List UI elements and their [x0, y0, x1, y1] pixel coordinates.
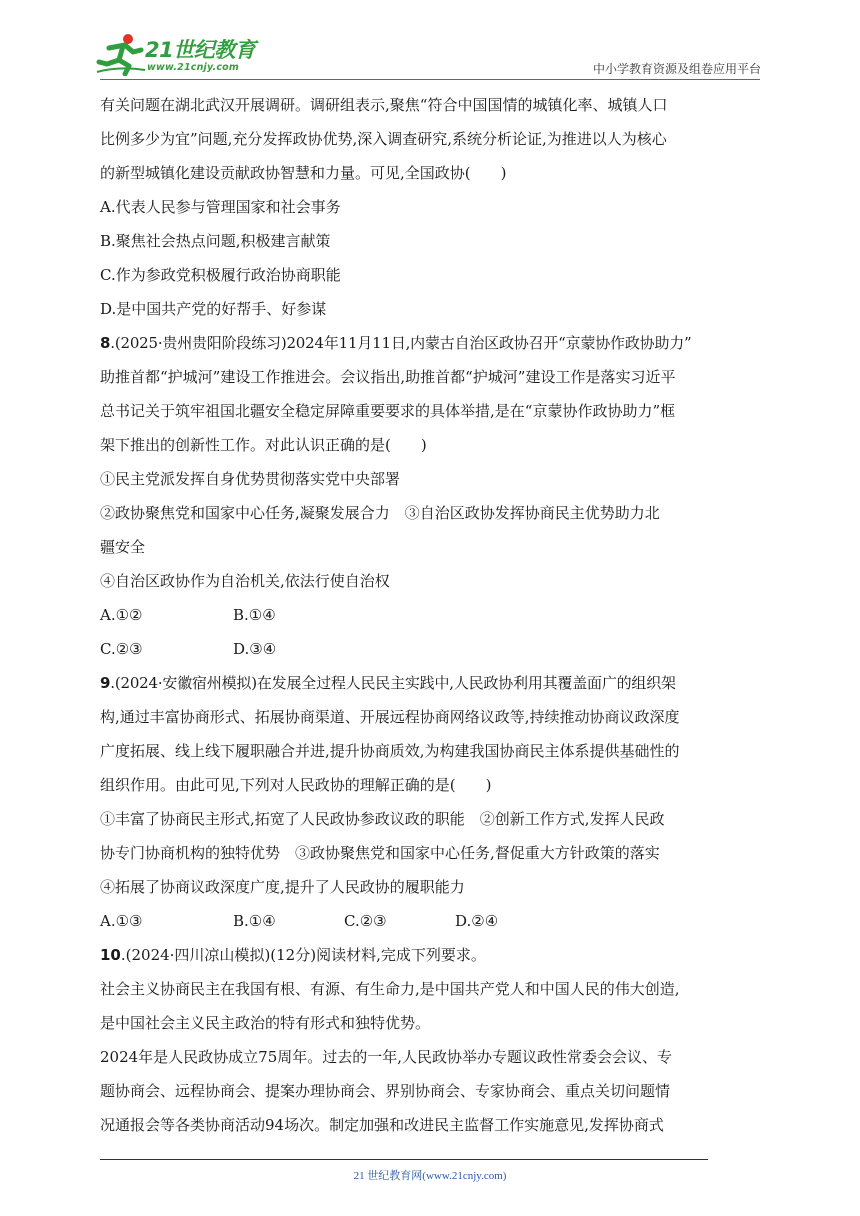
q9-options-row	[100, 904, 766, 938]
q9-line: 广度拓展、线上线下履职融合并进,提升协商质效,为构建我国协商民主体系提供基础性的	[100, 742, 680, 760]
site-logo	[95, 32, 265, 76]
q7-option-a: A.代表人民参与管理国家和社会事务	[100, 198, 341, 216]
q8-stem-start: .(2025·贵州贵阳阶段练习)2024年11月11日,内蒙古自治区政协召开“京蒙协作政协助力”	[110, 334, 692, 352]
q10-material-line: 2024年是人民政协成立75周年。过去的一年,人民政协举办专题议政性常委会会议、专	[100, 1048, 673, 1066]
q8-line: 助推首都“护城河”建设工作推进会。会议指出,助推首都“护城河”建设工作是落实习近平	[100, 368, 676, 386]
q10-material-line: 社会主义协商民主在我国有根、有源、有生命力,是中国共产党人和中国人民的伟大创造,	[100, 980, 680, 998]
q7-option-b: B.聚焦社会热点问题,积极建言献策	[100, 232, 331, 250]
q7-option-d: D.是中国共产党的好帮手、好参谋	[100, 300, 327, 318]
document-body	[100, 88, 766, 1142]
q9-first-line	[100, 666, 766, 700]
q10-number: 10	[100, 946, 121, 964]
q10-stem-start: .(2024·四川凉山模拟)(12分)阅读材料,完成下列要求。	[120, 946, 486, 964]
q9-statement-2-3: 协专门协商机构的独特优势 ③政协聚焦党和国家中心任务,督促重大方针政策的落实	[100, 844, 660, 862]
q8-options-row	[100, 632, 766, 666]
header-divider	[100, 79, 760, 80]
q7-option-c: C.作为参政党积极履行政治协商职能	[100, 266, 341, 284]
q8-statement-4: ④自治区政协作为自治机关,依法行使自治权	[100, 572, 390, 590]
q10-material-line: 况通报会等各类协商活动94场次。制定加强和改进民主监督工作实施意见,发挥协商式	[100, 1116, 664, 1134]
q8-number: 8	[100, 334, 111, 352]
q8-line: 架下推出的创新性工作。对此认识正确的是( )	[100, 436, 427, 454]
q9-statement-1-2: ①丰富了协商民主形式,拓宽了人民政协参政议政的职能 ②创新工作方式,发挥人民政	[100, 810, 665, 828]
page-header	[95, 30, 761, 80]
q9-line: 构,通过丰富协商形式、拓展协商渠道、开展远程协商网络议政等,持续推动协商议政深度	[100, 708, 680, 726]
q9-option-b: B.①④	[233, 912, 276, 930]
q9-option-d: D.②④	[455, 912, 499, 930]
q10-material-line: 题协商会、远程协商会、提案办理协商会、界别协商会、专家协商会、重点关切问题情	[100, 1082, 671, 1100]
q9-option-a: A.①③	[100, 912, 143, 930]
logo-text: 21世纪教育	[145, 38, 256, 62]
q10-first-line	[100, 938, 766, 972]
q7-line: 的新型城镇化建设贡献政协智慧和力量。可见,全国政协( )	[100, 164, 507, 182]
q9-number: 9	[100, 674, 111, 692]
q8-option-d: D.③④	[233, 640, 277, 658]
q8-option-a: A.①②	[100, 606, 143, 624]
runner-logo-icon	[95, 32, 147, 76]
q7-line: 有关问题在湖北武汉开展调研。调研组表示,聚焦“符合中国国情的城镇化率、城镇人口	[100, 96, 668, 114]
footer-divider	[100, 1159, 708, 1160]
q9-option-c: C.②③	[344, 912, 387, 930]
header-platform-text: 中小学教育资源及组卷应用平台	[592, 62, 761, 76]
q8-statement-1: ①民主党派发挥自身优势贯彻落实党中央部署	[100, 470, 401, 488]
q7-line: 比例多少为宜”问题,充分发挥政协优势,深入调查研究,系统分析论证,为推进以人为核心	[100, 130, 667, 148]
q8-statement-2-3: ②政协聚焦党和国家中心任务,凝聚发展合力 ③自治区政协发挥协商民主优势助力北	[100, 504, 660, 522]
q9-line: 组织作用。由此可见,下列对人民政协的理解正确的是( )	[100, 776, 492, 794]
q9-stem-start: .(2024·安徽宿州模拟)在发展全过程人民民主实践中,人民政协利用其覆盖面广的组织架	[110, 674, 676, 692]
q8-first-line	[100, 326, 766, 360]
q8-option-c: C.②③	[100, 640, 143, 658]
logo-url: www.21cnjy.com	[147, 62, 239, 73]
q8-options-row	[100, 598, 766, 632]
q8-option-b: B.①④	[233, 606, 276, 624]
q8-line: 总书记关于筑牢祖国北疆安全稳定屏障重要要求的具体举措,是在“京蒙协作政协助力”框	[100, 402, 676, 420]
footer-text: 21 世纪教育网(www.21cnjy.com)	[353, 1170, 507, 1182]
q9-statement-4: ④拓展了协商议政深度广度,提升了人民政协的履职能力	[100, 878, 465, 896]
q8-statement-3-cont: 疆安全	[100, 538, 146, 556]
q10-material-line: 是中国社会主义民主政治的特有形式和独特优势。	[100, 1014, 431, 1032]
